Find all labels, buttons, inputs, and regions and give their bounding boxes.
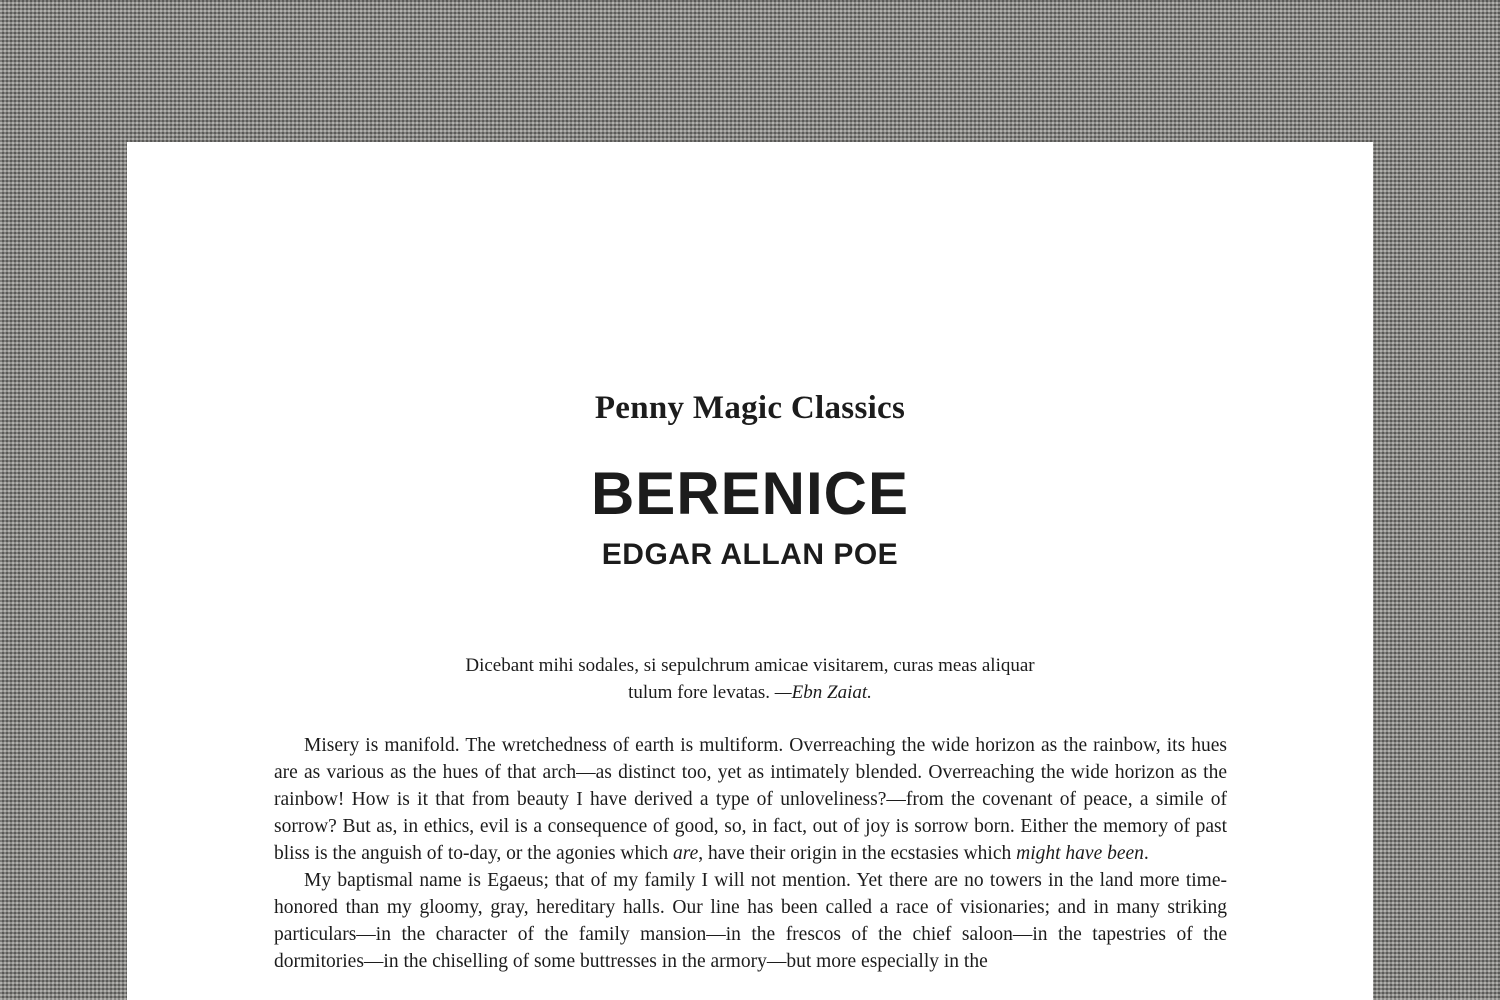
epigraph-line-1: Dicebant mihi sodales, si sepulchrum amicae visitarem, curas meas aliquar (465, 655, 1035, 676)
paragraph-1-text-a: Misery is manifold. The wretchedness of earth is multiform. Overreaching the wide horizon as the rainbow, its hues are as various as the hues of that arch—as distinct too, yet as intimately blended. Overreaching the wide horizon as the rainbow! How is it that from beauty I have derived a type of unloveliness?—from the covenant of peace, a simile of sorrow? But as, in ethics, evil is a consequence of good, so, in fact, out of joy is sorrow born. Either the memory of past bliss is the anguish of to-day, or the agonies which (274, 735, 1227, 864)
book-page (127, 142, 1373, 1000)
epigraph (407, 652, 1093, 706)
paragraph-1-emphasis-b: might have been (1016, 843, 1144, 864)
paragraph-1-emphasis-a: are (672, 843, 699, 864)
story-text (274, 732, 1227, 975)
paragraph-1 (274, 732, 1227, 867)
epigraph-attribution: —Ebn Zaiat. (774, 682, 872, 703)
series-name: Penny Magic Classics (594, 390, 906, 426)
paragraph-1-text-c: . (1143, 843, 1149, 864)
book-title: BERENICE (590, 460, 910, 527)
paragraph-2: My baptismal name is Egaeus; that of my family I will not mention. Yet there are no towers in the land more time-honored than my gloomy, gray, hereditary halls. Our line has been called a race of visionaries; and in many striking particulars—in the character of the family mansion—in the frescos of the chief saloon—in the tapestries of the dormitories—in the chiselling of some buttresses in the armory—but more especially in the (274, 870, 1227, 972)
author-name: EDGAR ALLAN POE (601, 538, 899, 571)
paragraph-1-text-b: , have their origin in the ecstasies which (698, 843, 1017, 864)
epigraph-line-2: tulum fore levatas. (628, 682, 771, 703)
